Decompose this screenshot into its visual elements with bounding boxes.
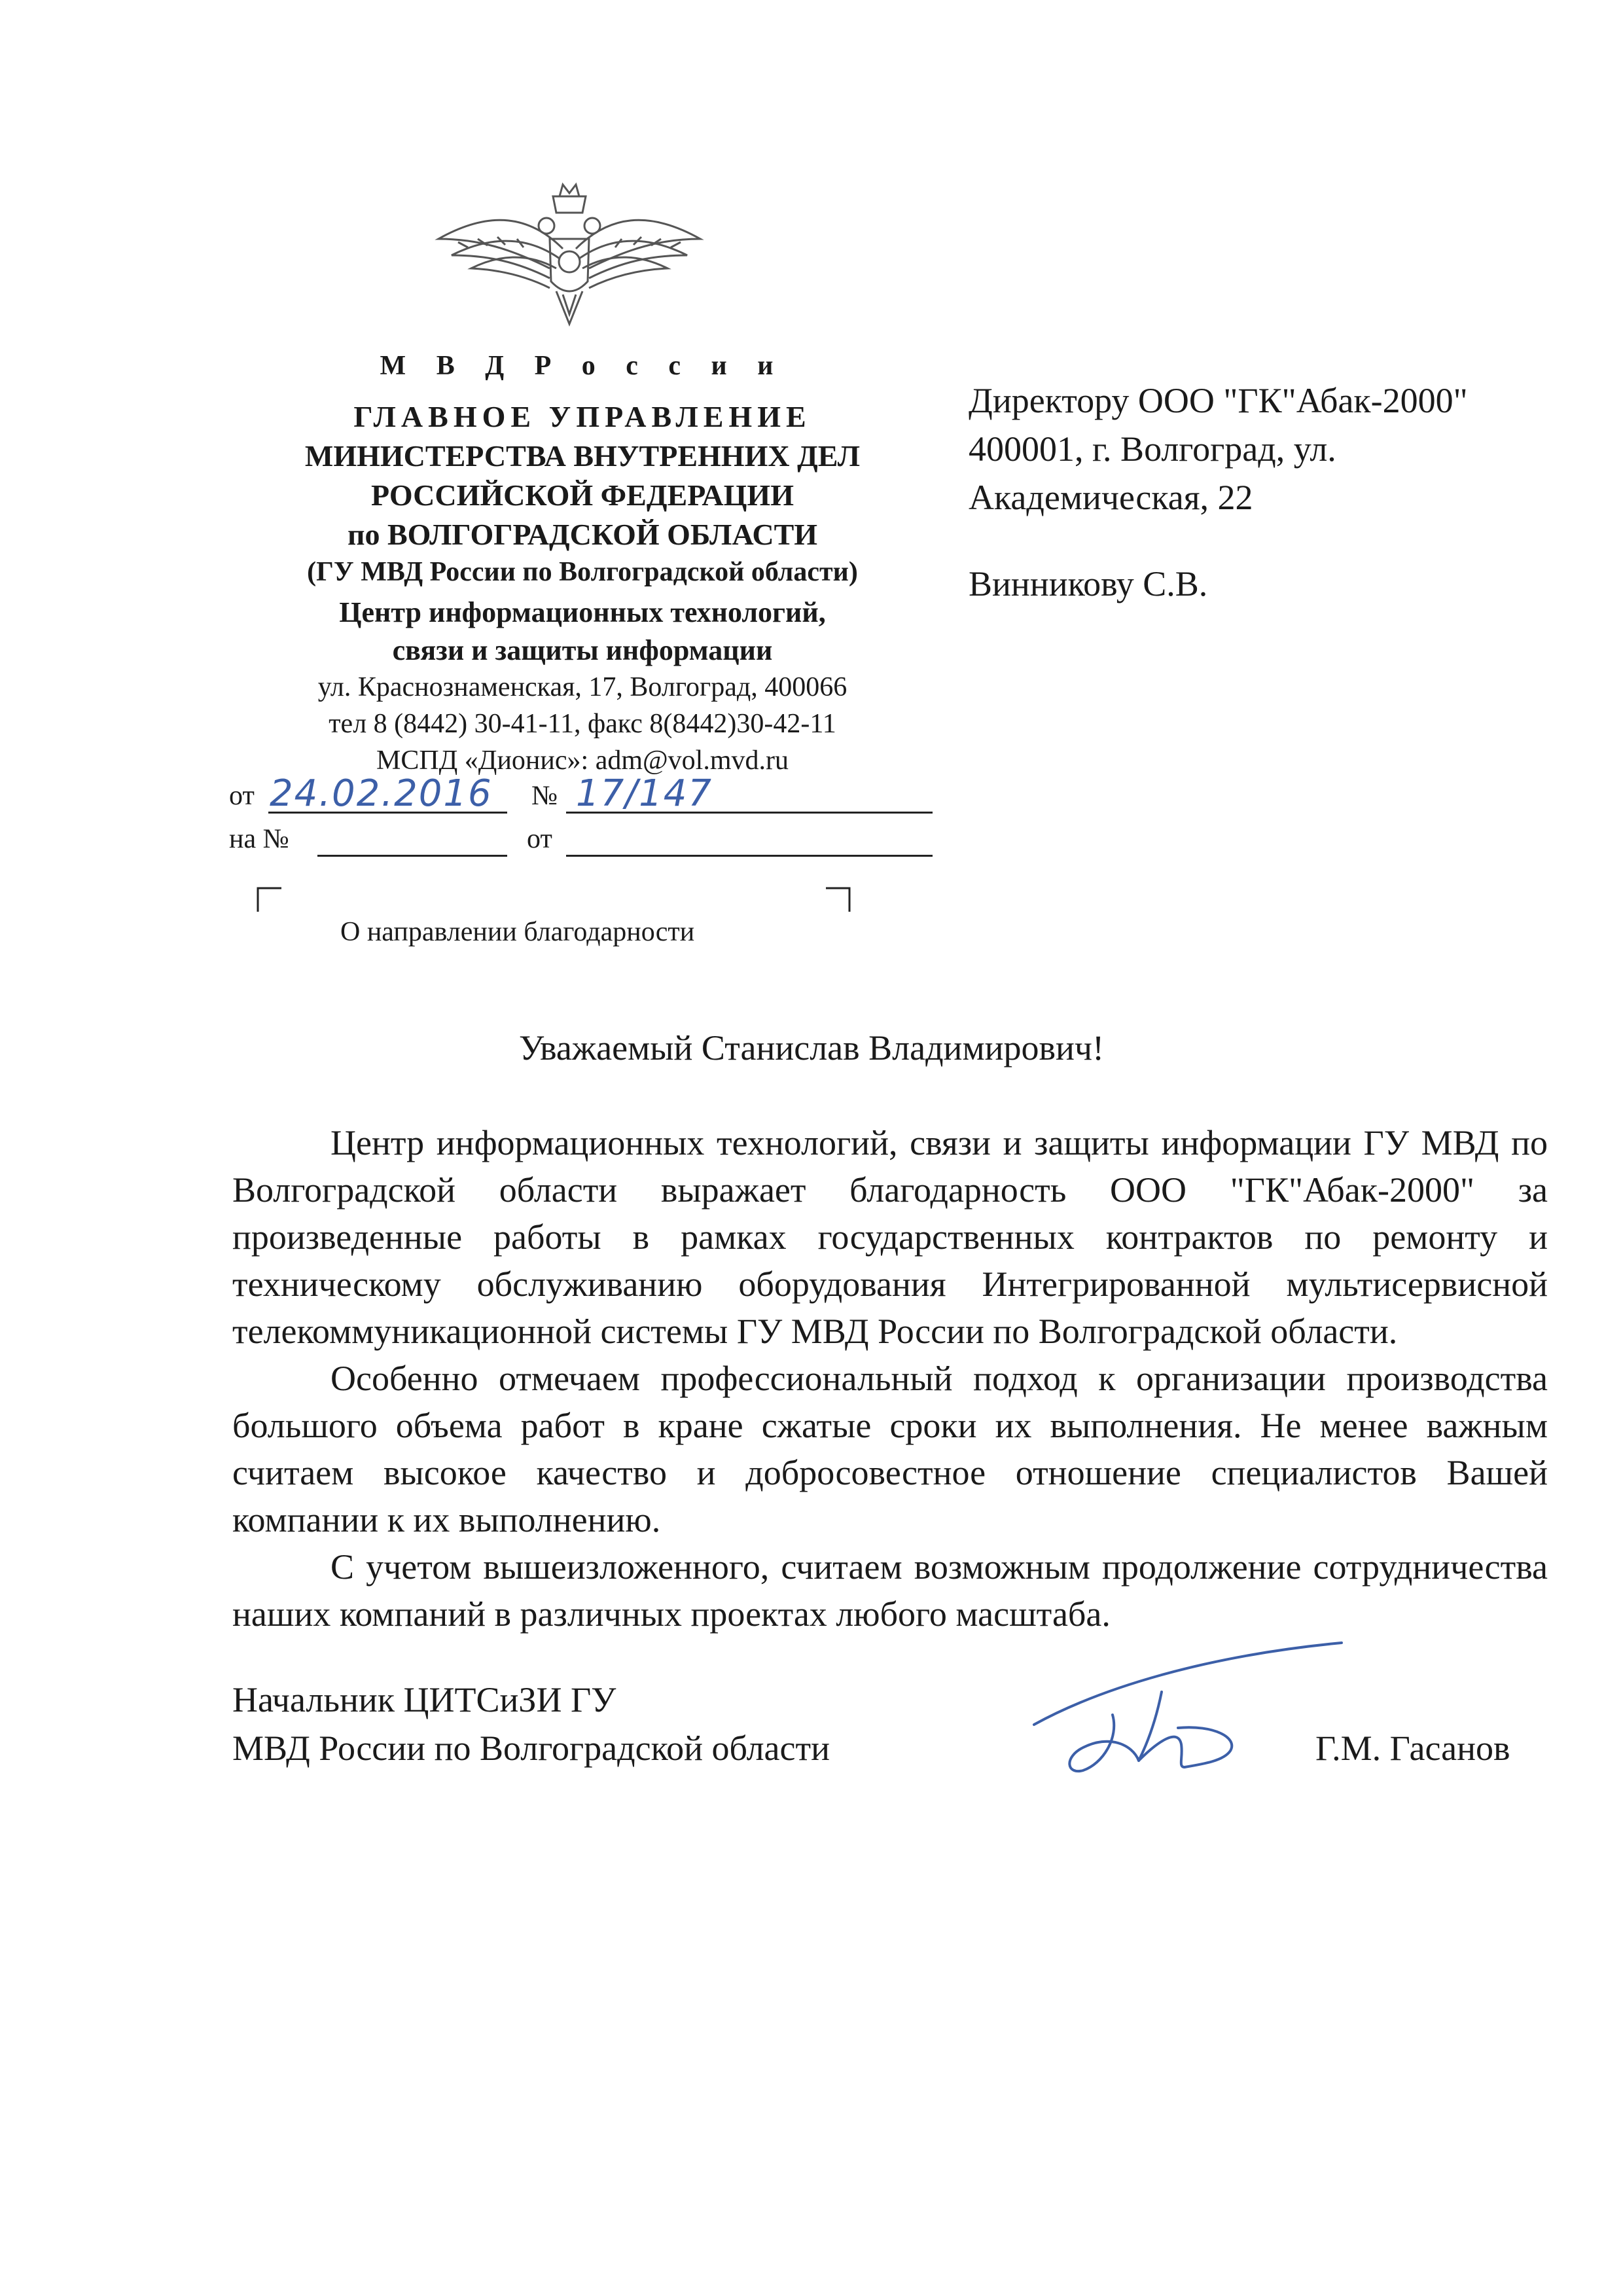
recipient-name: Винникову С.В.	[969, 564, 1208, 603]
department-abbreviation: (ГУ МВД России по Волгоградской области)	[307, 557, 858, 587]
number-handwritten: 17/147	[576, 772, 713, 815]
letter-subject: О направлении благодарности	[340, 917, 695, 947]
corner-bracket-right-icon	[826, 887, 851, 912]
department-title-line3: РОССИЙСКОЙ ФЕДЕРАЦИИ	[371, 478, 794, 512]
department-title-line1: ГЛАВНОЕ УПРАВЛЕНИЕ	[353, 400, 812, 433]
ref-number-label: на №	[229, 824, 289, 854]
body-paragraph-2	[232, 1355, 1548, 1543]
body-paragraph-3	[232, 1543, 1548, 1638]
date-from-label: от	[229, 781, 255, 811]
ref-from-label: от	[527, 824, 552, 854]
body-paragraph-2-text: Особенно отмечаем профессиональный подход к организации производства большого объема работ в кране сжатые сроки их выполнения. Не менее важным считаем высокое качество и добросовестное отношение специалистов Вашей компании к их выполнению.	[232, 1359, 1548, 1539]
sender-address: ул. Краснознаменская, 17, Волгоград, 400066	[317, 672, 847, 702]
corner-bracket-left-icon	[257, 887, 281, 912]
signer-position-line1: Начальник ЦИТСиЗИ ГУ	[232, 1680, 616, 1719]
sender-email: МСПД «Дионис»: adm@vol.mvd.ru	[376, 745, 789, 776]
recipient-address-line1: 400001, г. Волгоград, ул.	[969, 429, 1336, 469]
handwritten-signature-icon	[955, 1630, 1361, 1787]
ministry-short-name: М В Д Р о с с и и	[380, 351, 785, 381]
mvd-eagle-emblem-icon	[419, 177, 720, 334]
center-name-line2: связи и защиты информации	[392, 634, 773, 666]
signer-name: Г.М. Гасанов	[1315, 1729, 1510, 1768]
recipient-address-line2: Академическая, 22	[969, 478, 1253, 517]
body-paragraph-1-text: Центр информационных технологий, связи и защиты информации ГУ МВД по Волгоградской области выражает благодарность ООО "ГК"Абак-2000" за произведенные работы в рамках государственных контрактов по ремонту и техническому обслуживанию оборудования Интегрированной мультисервисной телекоммуникационной системы ГУ МВД России по Волгоградской области.	[232, 1123, 1548, 1351]
ref-number-line	[317, 826, 507, 857]
recipient-position: Директору ООО "ГК"Абак-2000"	[969, 381, 1468, 420]
department-title-line2: МИНИСТЕРСТВА ВНУТРЕННИХ ДЕЛ	[304, 439, 861, 473]
number-label: №	[531, 781, 558, 811]
body-paragraph-1	[232, 1119, 1548, 1355]
sender-phone-fax: тел 8 (8442) 30-41-11, факс 8(8442)30-42-11	[329, 709, 836, 739]
department-title-line4: по ВОЛГОГРАДСКОЙ ОБЛАСТИ	[347, 518, 818, 551]
date-handwritten: 24.02.2016	[270, 772, 493, 815]
signer-position-line2: МВД России по Волгоградской области	[232, 1729, 830, 1768]
salutation: Уважаемый Станислав Владимирович!	[518, 1028, 1105, 1067]
body-paragraph-3-text: С учетом вышеизложенного, считаем возможным продолжение сотрудничества наших компаний в различных проектах любого масштаба.	[232, 1547, 1548, 1634]
center-name-line1: Центр информационных технологий,	[339, 596, 826, 628]
ref-from-line	[566, 826, 933, 857]
